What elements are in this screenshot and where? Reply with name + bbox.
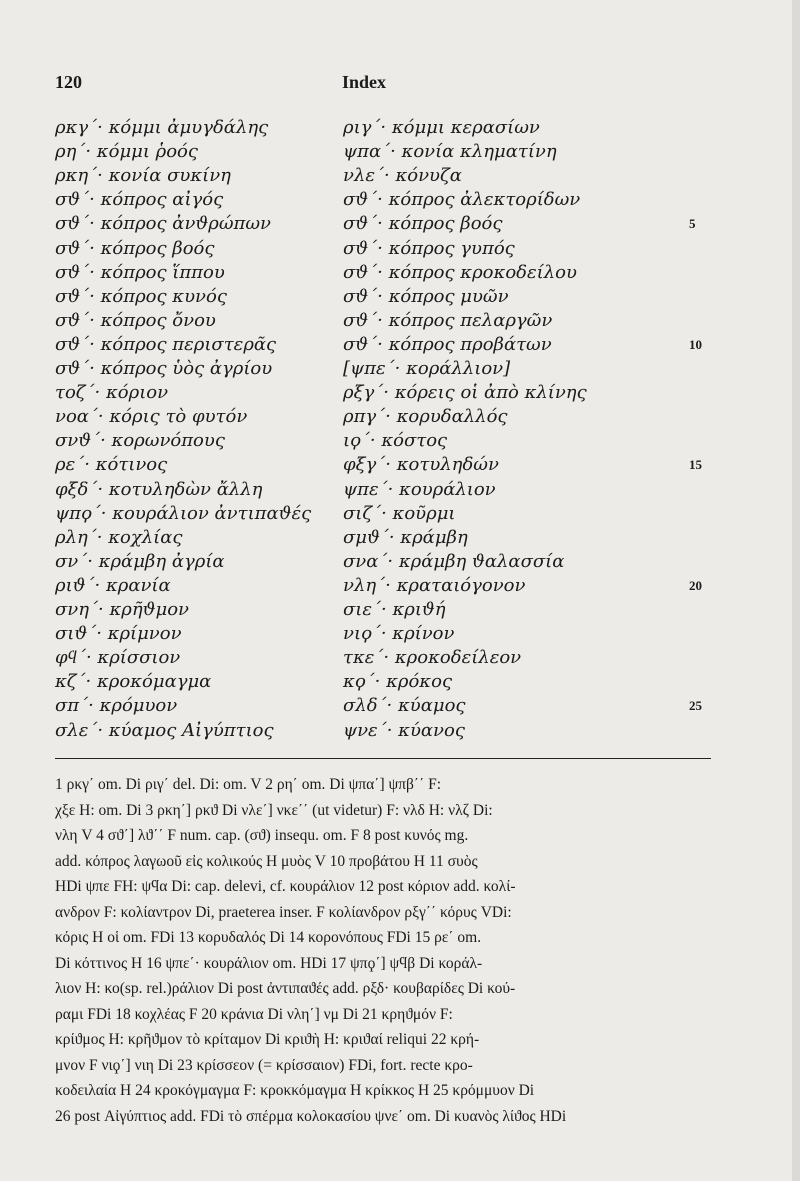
apparatus-line: Di κόττινος H 16 ψπε΄· κουράλιον om. HDi 17 ψπϙ΄] ψϥβ Di κοράλ- — [55, 954, 483, 972]
left-column-entry: σϑ΄· κόπρος ὑὸς ἀγρίου — [55, 358, 273, 379]
line-number: 25 — [689, 698, 702, 714]
right-column-entry: σϑ΄· κόπρος προβάτων — [343, 333, 552, 355]
right-column-entry: ψπα΄· κονία κληματίνη — [343, 141, 557, 163]
left-column-entry: τοζ΄· κόριον — [55, 382, 169, 404]
line-number: 10 — [689, 336, 702, 352]
right-column-entry: σϑ΄· κόπρος βοός — [343, 213, 503, 235]
left-column-entry: σϑ΄· κόπρος ὄνου — [55, 309, 216, 331]
left-column-entry: σϑ΄· κόπρος βοός — [55, 237, 215, 259]
apparatus-line: κόρις H οἱ om. FDi 13 κορυδαλός Di 14 κορονόπους FDi 15 ρε΄ om. — [55, 929, 482, 946]
left-column-entry: σπ΄· κρόμυον — [55, 695, 178, 717]
right-column-entry: σλδ΄· κύαμος — [343, 695, 466, 717]
apparatus-line: 26 post Αἰγύπτιος add. FDi τὸ σπέρμα κολοκασίου ψνε΄ om. Di κυανὸς λίϑος HDi — [55, 1107, 567, 1125]
right-column-entry: [ψπε΄· κοράλλιον] — [343, 358, 511, 379]
left-column-entry: σϑ΄· κόπρος περιστερᾶς — [55, 333, 277, 355]
apparatus-line: νλη V 4 σϑ΄] λϑ΄΄ F num. cap. (σϑ) insequ. om. F 8 post κυνός mg. — [55, 827, 469, 844]
right-column-entry: φξγ΄· κοτυληδών — [343, 454, 499, 476]
apparatus-line: ανδρον F: κολίαντρον Di, praeterea inser. F κολίανδρον ρξγ΄΄ κόρυς VDi: — [55, 903, 512, 921]
left-column-entry: σιϑ΄· κρίμνον — [55, 623, 182, 645]
left-column-entry: ρλη΄· κοχλίας — [55, 526, 183, 548]
left-column-entry: νοα΄· κόρις τὸ φυτόν — [55, 406, 248, 428]
left-column-entry: ρε΄· κότινος — [55, 454, 168, 476]
apparatus-line: κοδειλαία H 24 κροκόγμαγμα F: κροκκόμαγμα H κρίκκος H 25 κρόμμυον Di — [55, 1082, 535, 1099]
apparatus-line: HDi ψπε FH: ψϥα Di: cap. delevi, cf. κουράλιον 12 post κόριον add. κολί- — [55, 878, 516, 895]
left-column-entry: κζ΄· κροκόμαγμα — [55, 671, 212, 693]
right-column-entry: νιϙ΄· κρίνον — [343, 623, 455, 645]
left-column-entry: σϑ΄· κόπρος κυνός — [55, 285, 227, 307]
right-column-entry: ρπγ΄· κορυδαλλός — [343, 406, 508, 428]
left-column-entry: ρκγ΄· κόμμι ἀμυγδάλης — [55, 117, 269, 138]
left-column-entry: σϑ΄· κόπρος αἰγός — [55, 189, 224, 211]
page-edge-shadow — [792, 0, 800, 1181]
right-column-entry: νλη΄· κραταιόγονον — [343, 574, 526, 596]
right-column-entry: τκε΄· κροκοδείλεον — [343, 647, 522, 669]
right-column-entry: σνα΄· κράμβη ϑαλασσία — [343, 550, 565, 572]
right-column-entry: σϑ΄· κόπρος μυῶν — [343, 285, 509, 307]
line-number: 20 — [689, 577, 702, 593]
right-column-entry: σιζ΄· κοῦρμι — [343, 502, 456, 524]
left-column-entry: φξδ΄· κοτυληδὼν ἄλλη — [55, 478, 263, 500]
left-column-entry: ριϑ΄· κρανία — [55, 574, 171, 596]
right-column-entry: σϑ΄· κόπρος κροκοδείλου — [343, 261, 577, 283]
right-column-entry: ψνε΄· κύανος — [343, 719, 465, 741]
right-column-entry: ψπε΄· κουράλιον — [343, 478, 496, 500]
page-header — [55, 72, 750, 96]
left-column-entry: σλε΄· κύαμος Αἰγύπτιος — [55, 719, 274, 741]
right-column-entry: σϑ΄· κόπρος ἀλεκτορίδων — [343, 189, 581, 211]
right-column-entry: κϙ΄· κρόκος — [343, 671, 453, 693]
critical-apparatus — [55, 772, 710, 1129]
apparatus-line: λιον H: κο(sp. rel.)ράλιον Di post ἀντιπαϑές add. ρξδ· κουβαρίδες Di κού- — [55, 980, 516, 997]
right-column-entry: ρξγ΄· κόρεις οἱ ἀπὸ κλίνης — [343, 382, 587, 404]
right-column-entry: ιϙ΄· κόστος — [343, 430, 448, 452]
apparatus-line: κρίϑμος H: κρῆϑμον τὸ κρίταμον Di κριϑὴ H: κριϑαί reliqui 22 κρή- — [55, 1031, 480, 1048]
line-number: 5 — [689, 216, 696, 232]
left-column-entry: σνη΄· κρῆϑμον — [55, 599, 189, 620]
running-title: Index — [342, 72, 387, 92]
line-number: 15 — [689, 457, 702, 473]
right-column-entry: νλε΄· κόνυζα — [343, 165, 462, 187]
apparatus-divider — [55, 758, 711, 759]
left-column-entry: ρη΄· κόμμι ῥοός — [55, 141, 198, 163]
left-column-entry: σν΄· κράμβη ἀγρία — [55, 550, 225, 572]
apparatus-line: add. κόπρος λαγωοῦ εἰς κολικούς H μυὸς V 10 προβάτου H 11 συὸς — [55, 852, 478, 870]
apparatus-line: 1 ρκγ΄ om. Di ριγ΄ del. Di: om. V 2 ρη΄ om. Di ψπα΄] ψπβ΄΄ F: — [55, 776, 442, 793]
page-number: 120 — [55, 72, 82, 92]
apparatus-line: χξε H: om. Di 3 ρκη΄] ρκϑ Di νλε΄] νκε΄΄ (ut videtur) F: νλδ H: νλζ Di: — [55, 801, 493, 819]
right-column-entry: σϑ΄· κόπρος γυπός — [343, 237, 515, 259]
right-column-entry: σμϑ΄· κράμβη — [343, 526, 468, 548]
apparatus-line: μνον F νιϙ΄] νιη Di 23 κρίσσεον (= κρίσσαιον) FDi, fort. recte κρο- — [55, 1056, 473, 1074]
left-column-entry: σνϑ΄· κορωνόπους — [55, 430, 225, 452]
apparatus-line: ραμι FDi 18 κοχλέας F 20 κράνια Di νλη΄] νμ Di 21 κρηϑμόν F: — [55, 1005, 453, 1023]
left-column-entry: φϥ΄· κρίσσιον — [55, 647, 181, 669]
right-column-entry: ριγ΄· κόμμι κερασίων — [343, 117, 540, 138]
right-column-entry: σιε΄· κριϑή — [343, 599, 446, 620]
left-column-entry: ρκη΄· κονία συκίνη — [55, 165, 231, 187]
left-column-entry: σϑ΄· κόπρος ἀνϑρώπων — [55, 213, 271, 235]
left-column-entry: ψπϙ΄· κουράλιον ἀντιπαϑές — [55, 502, 312, 524]
right-column-entry: σϑ΄· κόπρος πελαργῶν — [343, 309, 553, 331]
left-column-entry: σϑ΄· κόπρος ἵππου — [55, 261, 225, 283]
